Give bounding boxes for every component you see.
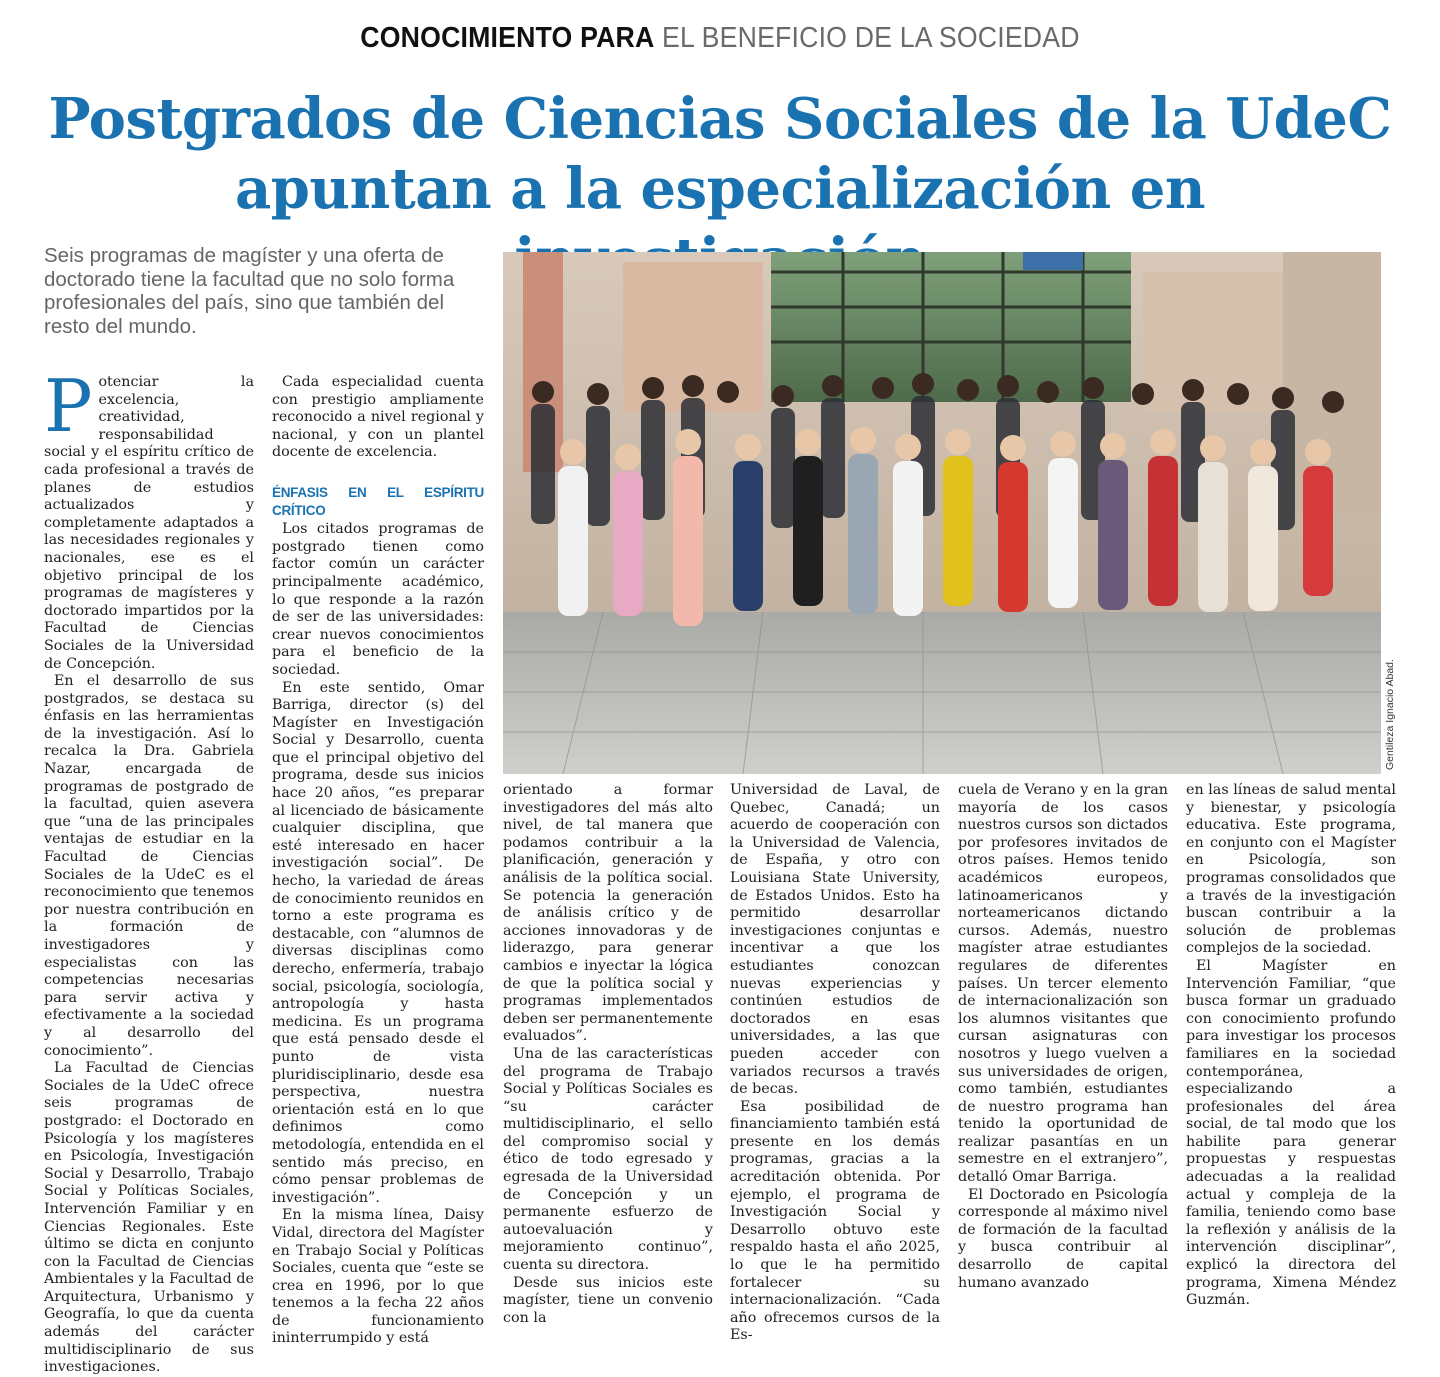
article-paragraph: Cada especialidad cuenta con prestigio ampliamente reconocido a nivel regional y nacional, y con un plantel docente de excelencia. [272,374,484,461]
group-photo [503,252,1381,774]
article-lead-text: otenciar la excelencia, creatividad, responsabilidad social y el espíritu crítico de cada profesional a través de planes de estudios actualizados y completamente adaptados a las necesidades regionales y nacionales, ese es el objetivo principal de los programas de magísteres y doctorado impartidos por la Facultad de Ciencias Sociales de la Universidad de Concepción. [44,374,254,672]
kicker-bold: CONOCIMIENTO PARA [360,22,655,54]
article-paragraph: Universidad de Laval, de Quebec, Canadá; un acuerdo de cooperación con la Universidad de Valencia, de España, y otro con Louisiana State University, de Estados Unidos. Esto ha permitido desarrollar investigaciones conjuntas e incentivar a que los estudiantes conozcan nuevas experiencias y continúen estudios de doctorados en esas universidades, a las que pueden acceder con variados recursos a través de becas. [730,782,940,1098]
group-photo-illustration [503,252,1381,774]
deck-subtitle: Seis programas de magíster y una oferta de doctorado tiene la facultad que no solo forma profesionales del país, sino que también del resto del mundo. [44,244,455,338]
article-paragraph: cuela de Verano y en la gran mayoría de los casos nuestros cursos son dictados por profesores invitados de otros países. Hemos tenido académicos europeos, latinoamericanos y norteamericanos dictando cursos. Además, nuestro magíster atrae estudiantes regulares de diferentes países. Un tercer elemento de internacionalización son los alumnos visitantes que cursan asignaturas con nosotros y luego vuelven a sus universidades de origen, como también, estudiantes de nuestro programa han tenido la oportunidad de realizar pasantías en un semestre en el extranjero”, detalló Omar Barriga. [958,782,1168,1186]
article-paragraph: Una de las características del programa de Trabajo Social y Políticas Sociales es “su carácter multidisciplinario, el sello del compromiso social y ético de todo egresado y egresada de la Universidad de Concepción y un permanente esfuerzo de autoevaluación y mejoramiento continuo”, cuenta su directora. [503,1045,713,1274]
headline-line-2: apuntan a la especialización en [234,156,1206,222]
article-column-2 [272,374,484,1348]
photo-credit: Gentileza Ignacio Abad. [1384,659,1396,770]
article-column-1 [44,364,254,1377]
article-paragraph: en las líneas de salud mental y bienestar, y psicología educativa. Este programa, en conjunto con el Magíster en Psicología, son programas consolidados que a través de la investigación buscan contribuir a la solución de problemas complejos de la sociedad. [1186,782,1396,957]
article-paragraph: Esa posibilidad de financiamiento también está presente en los demás programas, gracias a la acreditación obtenida. Por ejemplo, el programa de Investigación Social y Desarrollo obtuvo este respaldo hasta el año 2025, lo que le ha permitido fortalecer su internacionalización. “Cada año ofrecemos cursos de la Es- [730,1098,940,1344]
drop-cap: P [44,364,93,448]
article-paragraph: El Doctorado en Psicología corresponde al máximo nivel de formación de la facultad y busca contribuir al desarrollo de capital humano avanzado [958,1186,1168,1291]
headline-line-1: Postgrados de Ciencias Sociales de la UdeC [48,86,1392,152]
section-subhead: ÉNFASIS EN EL ESPÍRITU CRÍTICO [272,484,484,518]
article-paragraph: Desde sus inicios este magíster, tiene un convenio con la [503,1274,713,1326]
article-column-5 [958,782,1168,1292]
article-column-6 [1186,782,1396,1310]
article-paragraph [44,364,254,673]
article-column-3 [503,782,713,1327]
article-column-4 [730,782,940,1345]
section-kicker [58,22,1383,55]
article-paragraph: La Facultad de Ciencias Sociales de la UdeC ofrece seis programas de postgrado: el Doctorado en Psicología y los magísteres en Psicología, Investigación Social y Desarrollo, Trabajo Social y Políticas Sociales, Intervención Familiar y en Ciencias Regionales. Este último se dicta en conjunto con la Facultad de Ciencias Ambientales y la Facultad de Arquitectura, Urbanismo y Geografía, lo que da cuenta además del carácter multidisciplinario de sus investigaciones. [44,1060,254,1376]
kicker-light: EL BENEFICIO DE LA SOCIEDAD [662,22,1080,54]
article-paragraph: El Magíster en Intervención Familiar, “que busca formar un graduado con conocimiento profundo para investigar los procesos familiares en la sociedad contemporánea, especializando a profesionales del área social, de tal modo que los habilite para generar propuestas y respuestas adecuadas a la realidad actual y compleja de la familia, teniendo como base la reflexión y análisis de la intervención disciplinar”, explicó la directora del programa, Ximena Méndez Guzmán. [1186,957,1396,1309]
article-paragraph: orientado a formar investigadores del más alto nivel, de tal manera que podamos contribuir a la planificación, generación y análisis de la política social. Se potencia la generación de análisis crítico y de acciones innovadoras y de liderazgo, para generar cambios e inyectar la lógica de que la política social y programas implementados deben ser permanentemente evaluados”. [503,782,713,1045]
article-paragraph: En la misma línea, Daisy Vidal, directora del Magíster en Trabajo Social y Políticas Sociales, cuenta que “este se crea en 1996, por lo que tenemos a la fecha 22 años de funcionamiento ininterrumpido y está [272,1207,484,1347]
article-paragraph: Los citados programas de postgrado tienen como factor común un carácter principalmente académico, lo que responde a la razón de ser de las universidades: crear nuevos conocimientos para el beneficio de la sociedad. [272,521,484,678]
article-paragraph: En este sentido, Omar Barriga, director (s) del Magíster en Investigación Social y Desarrollo, cuenta que el principal objetivo del programa, desde sus inicios hace 20 años, “es preparar al licenciado de básicamente cualquier disciplina, que esté interesado en hacer investigación social”. De hecho, la variedad de áreas de conocimiento reunidos en torno a este programa es destacable, con “alumnos de diversas disciplinas como derecho, enfermería, trabajo social, psicología, sociología, antropología y hasta medicina. Es un programa que está pensado desde el punto de vista pluridisciplinario, desde esa perspectiva, nuestra orientación está en lo que definimos como metodología, entendida en el sentido más preciso, en cómo pensar problemas de investigación”. [272,679,484,1206]
article-paragraph: En el desarrollo de sus postgrados, se destaca su énfasis en las herramientas de la investigación. Así lo recalca la Dra. Gabriela Nazar, encargada de programas de postgrado de la facultad, quien asevera que “una de las principales ventajas de estudiar en la Facultad de Ciencias Sociales de la UdeC es el reconocimiento que tenemos por nuestra contribución en la formación de investigadores y especialistas con las competencias necesarias para servir activa y efectivamente a la sociedad y al desarrollo del conocimiento”. [44,673,254,1059]
